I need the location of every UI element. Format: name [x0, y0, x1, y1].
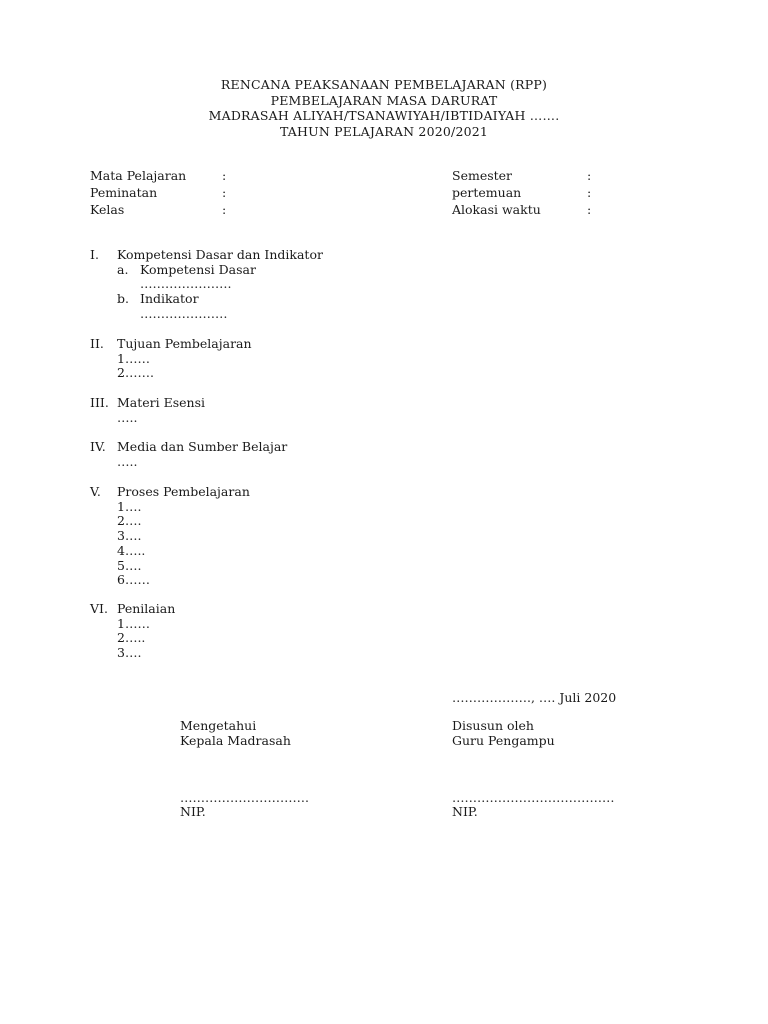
sub-item-value: …………………. [140, 276, 232, 292]
meta-colon: : [222, 202, 227, 217]
signature-left-line-1: Mengetahui [180, 718, 257, 733]
meta-row [0, 168, 768, 185]
sub-item-label: Kompetensi Dasar [140, 261, 256, 277]
list-item: 6…… [117, 572, 150, 588]
signature-left-nip: NIP. [180, 804, 206, 819]
list-item: 2……. [117, 365, 154, 381]
section-heading: Kompetensi Dasar dan Indikator [117, 247, 323, 262]
section-number: III. [90, 395, 109, 410]
sub-item-marker: a. [117, 261, 129, 277]
list-item: 1…… [117, 615, 150, 631]
signature-right-nip: NIP. [452, 804, 478, 819]
list-item: 2…. [117, 513, 142, 529]
signature-right-dots: ………………………………… [452, 790, 615, 805]
section-heading: Tujuan Pembelajaran [117, 336, 252, 351]
meta-colon: : [587, 168, 592, 183]
meta-row [0, 202, 768, 219]
list-item: 1…. [117, 498, 142, 514]
list-item: 4….. [117, 542, 146, 558]
list-item: 5…. [117, 557, 142, 573]
section-number: II. [90, 336, 104, 351]
signature-right-line-1: Disusun oleh [452, 718, 534, 733]
list-item: 3…. [117, 645, 142, 661]
meta-colon: : [587, 185, 592, 200]
meta-label-mata-pelajaran: Mata Pelajaran [90, 168, 187, 183]
meta-label-peminatan: Peminatan [90, 185, 158, 200]
document-title [0, 77, 768, 139]
sub-item-label: Indikator [140, 291, 199, 307]
title-line-3: MADRASAH ALIYAH/TSANAWIYAH/IBTIDAIYAH ……. [208, 108, 560, 123]
sub-item-value: ………………… [140, 305, 228, 321]
list-item: 2….. [117, 630, 146, 646]
list-item: ….. [117, 453, 138, 469]
section-heading: Proses Pembelajaran [117, 484, 250, 499]
meta-label-semester: Semester [452, 168, 513, 183]
signature-left-dots: …………………………. [180, 790, 309, 805]
title-line-1: RENCANA PEAKSANAAN PEMBELAJARAN (RPP) [220, 77, 548, 92]
section-heading: Materi Esensi [117, 395, 206, 410]
place-date: ………………., …. Juli 2020 [452, 690, 617, 705]
list-item: 1…… [117, 350, 150, 366]
section-number: I. [90, 247, 99, 262]
section-number: IV. [90, 439, 106, 454]
signature-right-line-2: Guru Pengampu [452, 733, 555, 748]
list-item: ….. [117, 409, 138, 425]
section-number: V. [90, 484, 101, 499]
list-item: 3…. [117, 528, 142, 544]
meta-colon: : [222, 185, 227, 200]
meta-row [0, 185, 768, 202]
meta-colon: : [587, 202, 592, 217]
title-line-4: TAHUN PELAJARAN 2020/2021 [279, 123, 489, 139]
meta-label-alokasi-waktu: Alokasi waktu [452, 202, 541, 217]
meta-label-pertemuan: pertemuan [452, 185, 522, 200]
title-line-2: PEMBELAJARAN MASA DARURAT [270, 92, 498, 108]
meta-label-kelas: Kelas [90, 202, 125, 217]
signature-left-line-2: Kepala Madrasah [180, 733, 291, 748]
section-number: VI. [90, 601, 108, 616]
section-heading: Penilaian [117, 601, 176, 616]
sub-item-marker: b. [117, 291, 129, 307]
section-heading: Media dan Sumber Belajar [117, 439, 288, 454]
meta-colon: : [222, 168, 227, 183]
